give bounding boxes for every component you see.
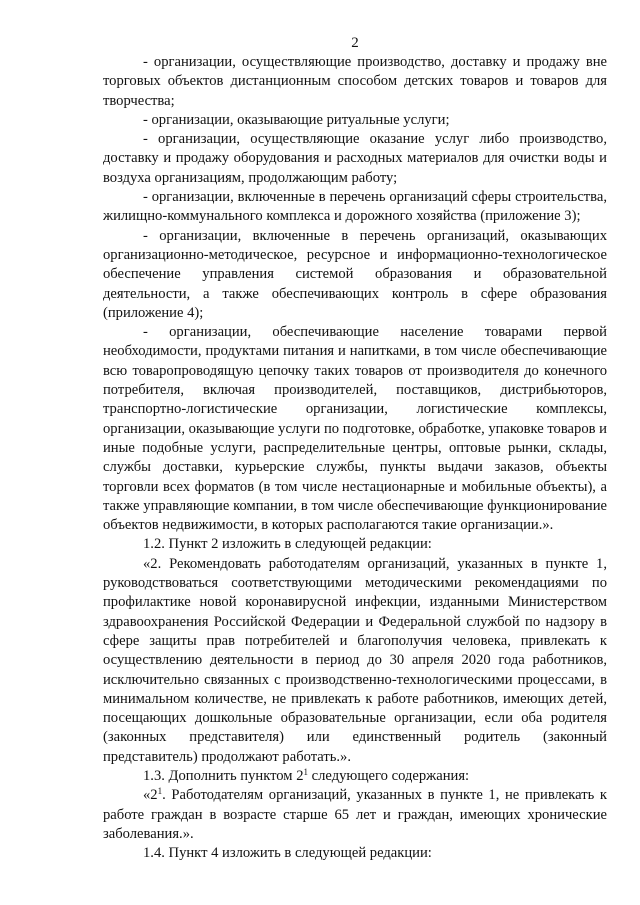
paragraph-point-2-text: «2. Рекомендовать работодателям организаций, указанных в пункте 1, руководствоваться соответствующими методическими рекомендациями по профилактике новой коронавирусной инфекции, изданными Министерством здравоохранения Российской Федерации и Федеральной службой по надзору в сфере защиты прав потребителей и благополучия человека, привлекать к осуществлению деятельности в период до 30 апреля 2020 года работников, исключительно связанных с производственно-технологическими процессами, в минимальном количестве, не привлекать к работе работников, имеющих детей, посещающих дошкольные образовательные организации, если оба родителя (законных представителя) или единственный родитель (законный представитель) продолжают работать.». [103,555,607,765]
paragraph-list-item: - организации, осуществляющие оказание услуг либо производство, доставку и продажу оборудования и расходных материалов для очистки воды и воздуха организациям, продолжающим работу; [103,131,607,186]
superscript: 1 [303,766,308,777]
paragraph-list-item: - организации, оказывающие ритуальные услуги; [143,111,450,128]
paragraph-point-2-1-text [103,786,607,844]
point-2-1-text-start: «2 [143,787,158,804]
point-2-1-text-end: . Работодателям организаций, указанных в пункте 1, не привлекать к работе граждан в возрасте старше 65 лет и граждан, имеющих хронические заболевания.». [103,787,607,842]
paragraph-section-1-2: 1.2. Пункт 2 изложить в следующей редакции: [143,536,432,553]
paragraph-list-item: - организации, включенные в перечень организаций сферы строительства, жилищно-коммунального комплекса и дорожного хозяйства (приложение 3); [103,189,607,225]
paragraph-list-item: - организации, обеспечивающие население товарами первой необходимости, продуктами питания и напитками, в том числе обеспечивающие всю товаропроводящую цепочку таких товаров от производителя до конечного потребителя, включая производителей, поставщиков, дистрибьюторов, транспортно-логистические организации, логистические комплексы, организации, оказывающие услуги по подготовке, обработке, упаковке товаров и иные подобные услуги, распределительные центры, оптовые рынки, склады, службы доставки, курьерские службы, пункты выдачи заказов, объекты торговли всех форматов (в том числе нестационарные и мобильные объекты), а также управляющие компании, в том числе обеспечивающие функционирование объектов недвижимости, в которых располагаются такие организации.». [103,324,607,534]
section-1-3-text-end: следующего содержания: [308,767,470,784]
paragraph-list-item: - организации, осуществляющие производство, доставку и продажу вне торговых объектов дистанционным способом детских товаров и товаров для творчества; [103,54,607,109]
paragraph-list-item: - организации, включенные в перечень организаций, оказывающих организационно-методическое, ресурсное и информационно-технологическое обеспечение управления системой образования и образовательной деятельности, а также обеспечивающих контроль в сфере образования (приложение 4); [103,227,607,321]
page-number: 2 [351,35,359,51]
superscript: 1 [157,786,163,797]
paragraph-section-1-3 [103,767,607,786]
document-body [103,53,607,863]
section-1-3-text-start: 1.3. Дополнить пунктом 2 [143,767,304,784]
paragraph-section-1-4: 1.4. Пункт 4 изложить в следующей редакции: [143,845,432,862]
